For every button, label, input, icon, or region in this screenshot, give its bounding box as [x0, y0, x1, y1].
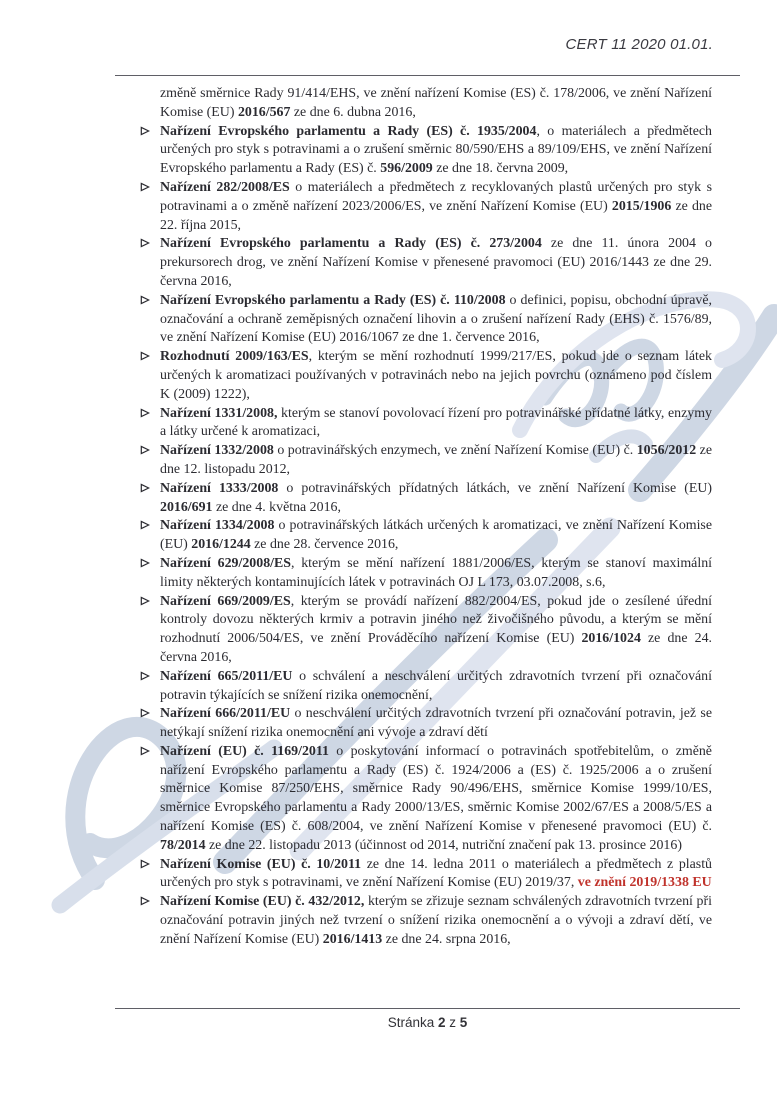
list-item-text [160, 348, 712, 404]
text-segment: změně směrnice Rady 91/414/EHS, ve znění nařízení Komise (ES) č. 178/2006, ve znění Nařízení Komise (EU) [160, 86, 712, 120]
list-item [140, 179, 712, 235]
arrow-bullet-icon [140, 555, 160, 593]
list-item [140, 123, 712, 179]
list-item [140, 405, 712, 443]
page-of-word: z [449, 1015, 457, 1030]
list-item-text [160, 179, 712, 235]
arrow-bullet-icon [140, 179, 160, 235]
text-segment: Nařízení 666/2011/EU [160, 706, 291, 722]
text-segment: o potravinářských přídatných látkách, ve znění Nařízení Komise (EU) [278, 480, 713, 496]
text-segment: 2016/1024 [581, 631, 641, 647]
text-segment: Nařízení 1332/2008 [160, 443, 274, 459]
document-body [140, 85, 712, 950]
text-segment: ze dne 4. května 2016, [212, 499, 341, 515]
text-segment: Nařízení Evropského parlamentu a Rady (ES) č. 1935/2004 [160, 123, 537, 139]
text-segment: 1056/2012 [636, 443, 697, 459]
text-segment: Nařízení (EU) č. 1169/2011 [160, 743, 329, 759]
text-segment: 2015/1906 [611, 198, 672, 214]
page-total: 5 [459, 1015, 468, 1030]
list-item [140, 893, 712, 949]
text-segment: ze dne 28. července 2016, [250, 537, 399, 553]
text-segment: o potravinářských enzymech, ve znění Nařízení Komise (EU) č. [273, 443, 637, 459]
arrow-bullet-icon [140, 856, 160, 894]
text-segment: o potravinářských látkách určených k aromatizaci, ve znění Nařízení Komise (EU) [160, 518, 713, 553]
list-item [140, 480, 712, 518]
arrow-bullet-icon [140, 292, 160, 348]
arrow-bullet-icon [140, 893, 160, 949]
text-segment: ve znění 2019/1338 EU [577, 875, 712, 891]
arrow-bullet-icon [140, 123, 160, 179]
list-item [140, 442, 712, 480]
list-item [140, 668, 712, 706]
page-label: Stránka [387, 1015, 435, 1030]
continuation-paragraph [160, 85, 712, 123]
list-item-text [160, 442, 712, 480]
text-segment: Nařízení Komise (EU) č. 10/2011 [160, 856, 362, 872]
text-segment: o poskytování informací o potravinách spotřebitelům, o změně nařízení Evropského parlamentu a Rady (ES) č. 1924/2006 a (ES) č. 1925/2006 a o zrušení směrnice Komise 87/250/EHS, směrnice Rady 90/496/EHS, směrnice Komise 1999/10/ES, směrnice Evropského parlamentu a Rady 2000/13/ES, směrnic Komise 2002/67/ES a 2008/5/ES a nařízení Komise (ES) č. 608/2004, ve znění Nařízení Komise v přenesené pravomoci (EU) č. [160, 743, 712, 835]
list-item-text [160, 668, 712, 706]
list-item-text [160, 555, 712, 593]
list-item [140, 235, 712, 291]
text-segment: 2016/1413 [322, 931, 383, 947]
text-segment: Nařízení 629/2008/ES [160, 555, 291, 571]
text-segment: , kterým se mění nařízení 1881/2006/ES, kterým se stanoví maximální limity některých kontaminujících látek v potravinách OJ L 173, 03.07.2008, s.6, [160, 555, 712, 590]
list-item [140, 517, 712, 555]
list-item-text [160, 743, 712, 856]
text-segment: o definici, popisu, obchodní úpravě, označování a ochraně zeměpisných označení lihovin a o zrušení nařízení Rady (EHS) č. 1576/89, ve znění Nařízení Komise (EU) 2016/1067 ze dne 1. července 2016, [160, 292, 713, 346]
list-item-text [160, 480, 712, 518]
header-rule [115, 75, 740, 76]
list-item [140, 856, 712, 894]
list-item [140, 348, 712, 404]
text-segment: o materiálech a předmětech z recyklovaných plastů určených pro styk s potravinami a o změně nařízení 2023/2006/ES, ve znění Nařízení Komise (EU) [160, 179, 713, 214]
list-item-text [160, 235, 712, 291]
arrow-bullet-icon [140, 235, 160, 291]
text-segment: 2016/1244 [191, 537, 251, 553]
text-segment: o neschválení určitých zdravotních tvrzení při označování potravin, jež se netýkají snížení rizika onemocnění ani vývoje a zdraví dětí [160, 706, 712, 741]
list-item-text [160, 856, 712, 894]
footer-rule [115, 1008, 740, 1009]
arrow-bullet-icon [140, 480, 160, 518]
list-item [140, 593, 712, 668]
list-item [140, 555, 712, 593]
list-item [140, 743, 712, 856]
arrow-bullet-icon [140, 743, 160, 856]
list-item-text [160, 123, 712, 179]
arrow-bullet-icon [140, 517, 160, 555]
text-segment: ze dne 6. dubna 2016, [290, 104, 416, 120]
text-segment: ze dne 18. června 2009, [432, 161, 569, 177]
document-code: CERT 11 2020 01.01. [565, 36, 713, 53]
text-segment: Nařízení 282/2008/ES [160, 179, 290, 195]
list-item [140, 292, 712, 348]
arrow-bullet-icon [140, 705, 160, 743]
text-segment: ze dne 24. srpna 2016, [382, 931, 511, 947]
list-item-text [160, 705, 712, 743]
text-segment: , o materiálech a předmětech určených pro styk s potravinami a o zrušení směrnic 80/590/EHS a 89/109/EHS, ve znění Nařízení Evropského parlamentu a Rady (ES) č. [160, 123, 712, 177]
text-segment: ze dne 24. června 2016, [160, 631, 712, 665]
text-segment: kterým se zřizuje seznam schválených zdravotních tvrzení při označování potravin jiných než tvrzení o snížení rizika onemocnění a o vývoji a zdraví dětí, ve znění Nařízení Komise (EU) [160, 894, 712, 947]
text-segment: Nařízení 669/2009/ES [160, 593, 291, 609]
text-segment: kterým se stanoví povolovací řízení pro potravinářské přídatné látky, enzymy a látky určené k aromatizaci, [160, 405, 712, 440]
text-segment: Nařízení 1333/2008 [160, 480, 279, 496]
text-segment: Nařízení 1334/2008 [160, 518, 275, 534]
text-segment: 596/2009 [380, 161, 433, 177]
list-item-text [160, 593, 712, 668]
regulation-list [140, 123, 712, 950]
text-segment: Nařízení Evropského parlamentu a Rady (ES) č. 273/2004 [160, 236, 542, 252]
list-item-text [160, 405, 712, 443]
text-segment: Nařízení Evropského parlamentu a Rady (ES) č. 110/2008 [160, 292, 506, 308]
text-segment: , kterým se mění rozhodnutí 1999/217/ES, pokud jde o seznam látek určených k aromatizaci používaných v potravinách nebo na jejich povrchu (oznámeno pod číslem K (2009) 1222), [160, 349, 712, 402]
arrow-bullet-icon [140, 593, 160, 668]
list-item-text [160, 893, 712, 949]
list-item [140, 705, 712, 743]
text-segment: Nařízení 665/2011/EU [160, 668, 293, 684]
arrow-bullet-icon [140, 405, 160, 443]
text-segment: o schválení a neschválení určitých zdravotních tvrzení při označování potravin týkajících se snížení rizika onemocnění, [160, 668, 712, 703]
text-segment: ze dne 22. října 2015, [160, 198, 712, 233]
text-segment: ze dne 22. listopadu 2013 (účinnost od 2014, nutriční značení pak 13. prosince 2016) [205, 837, 682, 853]
page-number [115, 1015, 740, 1030]
list-item-text [160, 292, 712, 348]
arrow-bullet-icon [140, 348, 160, 404]
text-segment: ze dne 12. listopadu 2012, [160, 443, 712, 477]
list-item-text [160, 517, 712, 555]
page-current: 2 [437, 1015, 446, 1030]
text-segment: 78/2014 [160, 837, 206, 853]
arrow-bullet-icon [140, 442, 160, 480]
text-segment: Rozhodnutí 2009/163/ES [160, 349, 309, 365]
text-segment: , kterým se provádí nařízení 882/2004/ES, pokud jde o zesílené úřední kontroly dovozu některých krmiv a potravin jiného než živočišného původu, a kterým se mění rozhodnutí 2006/504/ES, ve znění Prováděcího nařízení Komise (EU) [160, 593, 713, 647]
text-segment: ze dne 14. ledna 2011 o materiálech a předmětech z plastů určených pro styk s potravinami, ve znění Nařízení Komise (EU) 2019/37, [160, 856, 712, 891]
arrow-bullet-icon [140, 668, 160, 706]
text-segment: 2016/691 [160, 499, 213, 515]
text-segment: Nařízení Komise (EU) č. 432/2012, [160, 894, 365, 910]
text-segment: 2016/567 [237, 104, 291, 120]
text-segment: Nařízení 1331/2008, [160, 405, 278, 421]
text-segment: ze dne 11. února 2004 o prekursorech drog, ve znění Nařízení Komise v přenesené pravomoci (EU) 2016/1443 ze dne 29. června 2016, [160, 236, 712, 289]
